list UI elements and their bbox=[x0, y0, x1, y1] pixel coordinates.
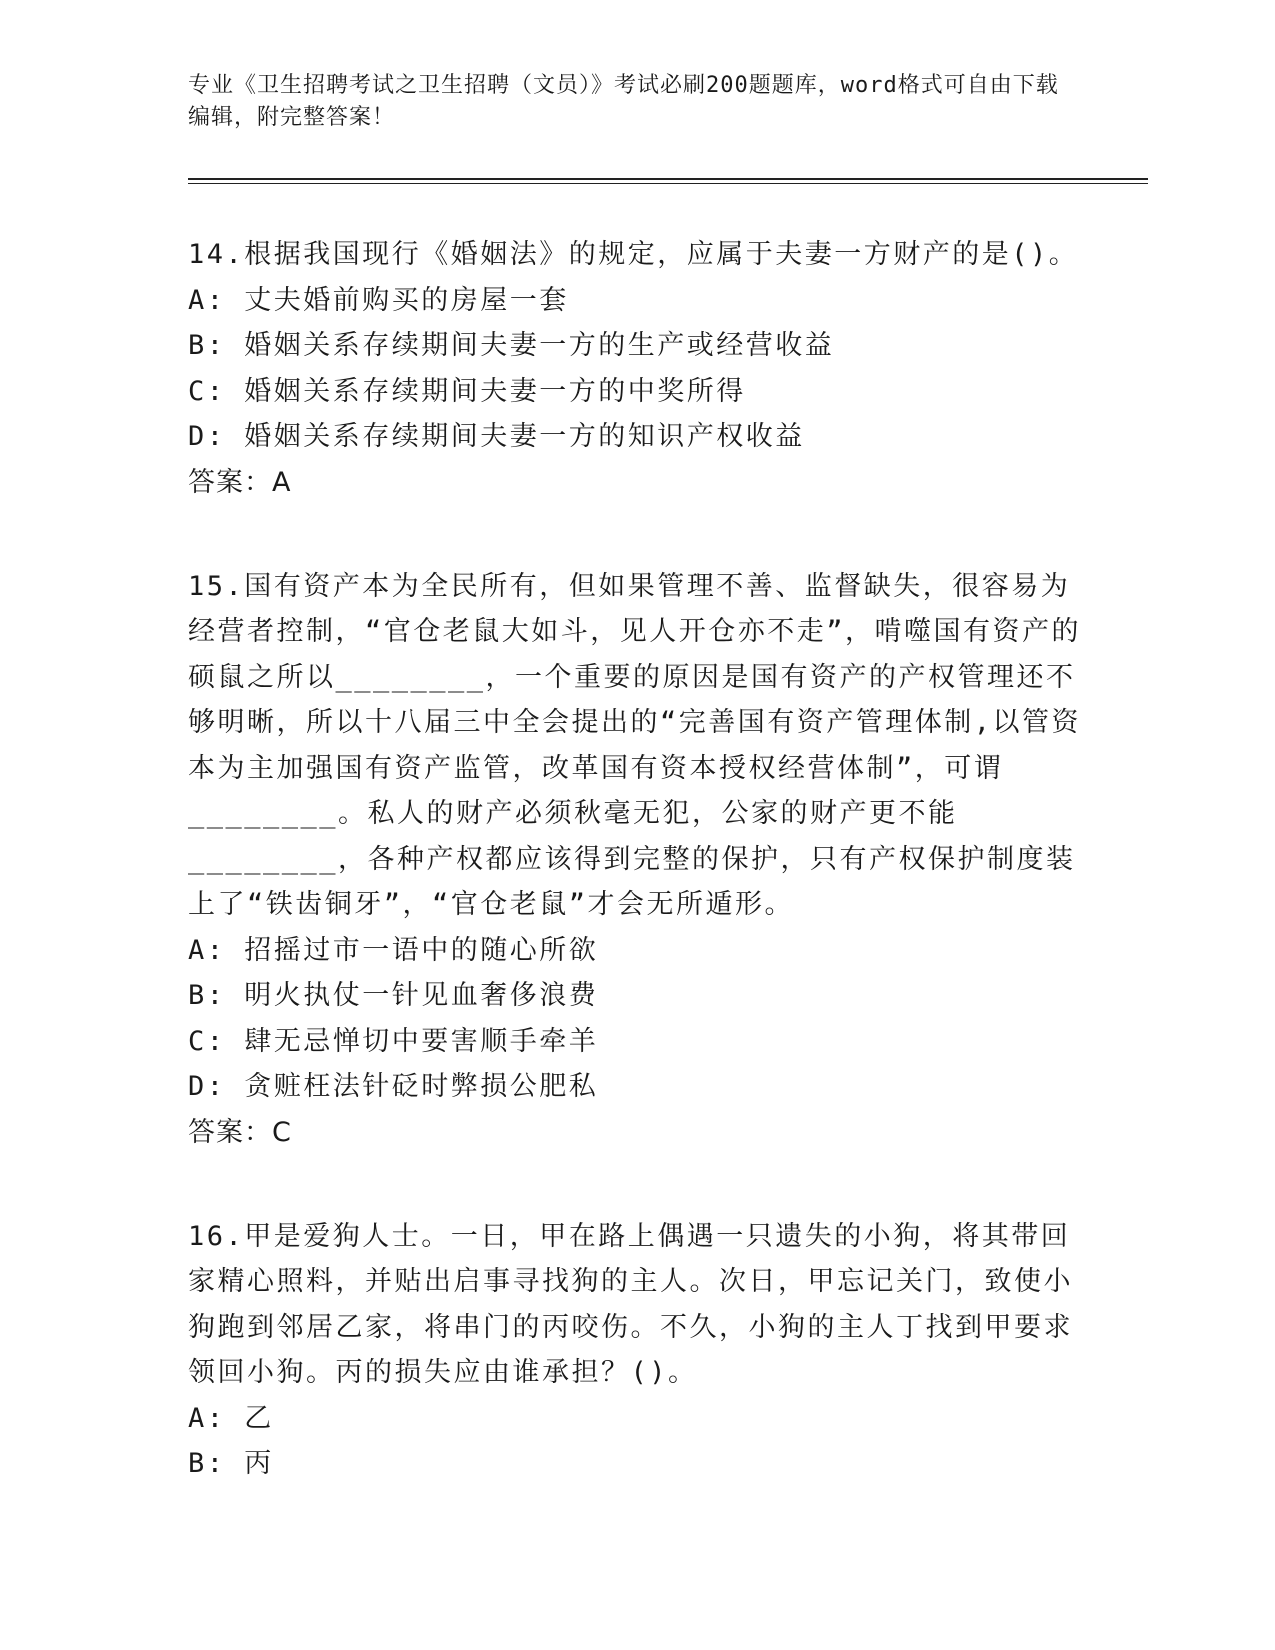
option-a: A: 乙 bbox=[188, 1402, 274, 1434]
option-b: B: 明火执仗一针见血奢侈浪费 bbox=[188, 980, 599, 1011]
option-c: C: 肆无忌惮切中要害顺手牵羊 bbox=[188, 1025, 599, 1057]
header-divider bbox=[188, 178, 1148, 184]
question-text: 14.根据我国现行《婚姻法》的规定，应属于夫妻一方财产的是()。 bbox=[188, 239, 1079, 270]
question-list bbox=[188, 232, 1148, 1487]
question-16 bbox=[188, 1214, 1148, 1487]
document-header: 专业《卫生招聘考试之卫生招聘（文员）》考试必刷200题题库，word格式可自由下载编辑，附完整答案！ bbox=[188, 73, 1059, 130]
document-page bbox=[188, 70, 1148, 1545]
option-b: B: 婚姻关系存续期间夫妻一方的生产或经营收益 bbox=[188, 330, 835, 361]
answer: 答案：C bbox=[188, 1116, 292, 1148]
answer: 答案：A bbox=[188, 466, 292, 498]
option-d: D: 婚姻关系存续期间夫妻一方的知识产权收益 bbox=[188, 421, 805, 452]
option-a: A: 招摇过市一语中的随心所欲 bbox=[188, 934, 599, 966]
option-b: B: 丙 bbox=[188, 1448, 274, 1479]
option-c: C: 婚姻关系存续期间夫妻一方的中奖所得 bbox=[188, 375, 746, 407]
option-d: D: 贪赃枉法针砭时弊损公肥私 bbox=[188, 1071, 599, 1102]
question-15 bbox=[188, 564, 1148, 1156]
question-14 bbox=[188, 232, 1148, 506]
option-a: A: 丈夫婚前购买的房屋一套 bbox=[188, 284, 569, 316]
question-text: 16.甲是爱狗人士。一日，甲在路上偶遇一只遗失的小狗，将其带回家精心照料，并贴出启事寻找狗的主人。次日，甲忘记关门，致使小狗跑到邻居乙家，将串门的丙咬伤。不久，小狗的主人丁找到甲要求领回小狗。丙的损失应由谁承担？()。 bbox=[188, 1220, 1073, 1388]
question-text: 15.国有资产本为全民所有，但如果管理不善、监督缺失，很容易为经营者控制，“官仓老鼠大如斗，见人开仓亦不走”，啃噬国有资产的硕鼠之所以________，一个重要的原因是国有资产的产权管理还不够明晰，所以十八届三中全会提出的“完善国有资产管理体制,以管资本为主加强国有资产监管，改革国有资本授权经营体制”，可谓________。私人的财产必须秋毫无犯，公家的财产更不能________，各种产权都应该得到完整的保护，只有产权保护制度装上了“铁齿铜牙”，“官仓老鼠”才会无所遁形。 bbox=[188, 570, 1082, 920]
